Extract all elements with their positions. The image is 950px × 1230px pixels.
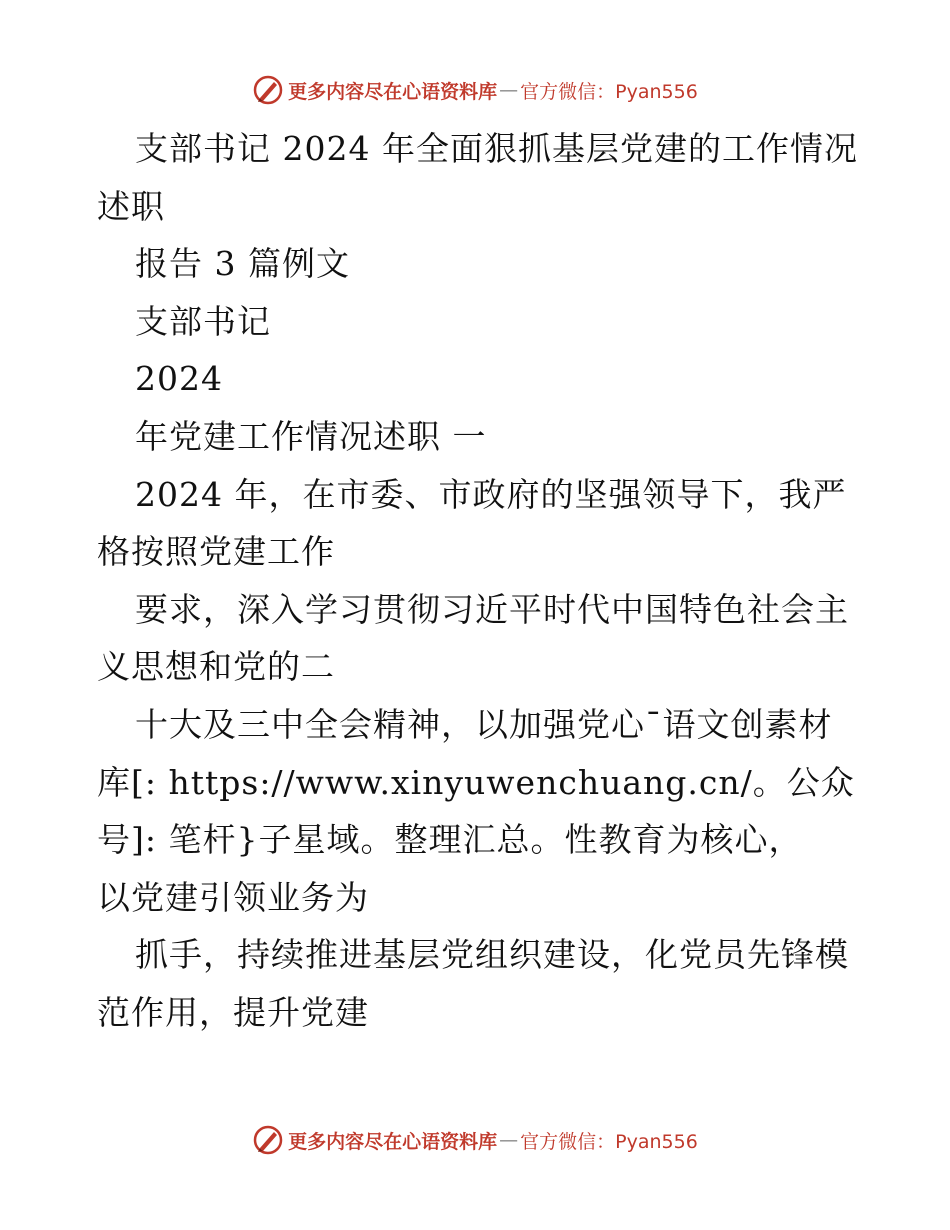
text-line: 述职 <box>97 186 165 226</box>
text-line: 以党建引领业务为 <box>97 877 369 917</box>
watermark-text: 更多内容尽在心语资料库 <box>288 1130 498 1153</box>
pen-logo-icon <box>252 74 284 106</box>
watermark-text: 更多内容尽在心语资料库 <box>288 80 498 103</box>
text-line: 号]: 笔杆}子星域。整理汇总。性教育为核心， <box>97 820 803 860</box>
watermark-footer <box>0 1120 950 1160</box>
pen-logo-icon <box>252 1124 284 1156</box>
text-line: 年党建工作情况述职 一 <box>135 416 487 456</box>
text-line: 格按照党建工作 <box>97 532 335 572</box>
text-line: 抓手，持续推进基层党组织建设，化党员先锋模 <box>135 935 849 975</box>
watermark-separator: — <box>499 1129 519 1151</box>
text-line: 十大及三中全会精神，以加强党心¯语文创素材 <box>135 704 833 744</box>
document-body <box>97 120 877 1042</box>
text-line: 2024 年，在市委、市政府的坚强领导下，我严 <box>135 474 847 514</box>
watermark-wechat: 官方微信：Pyan556 <box>520 80 698 103</box>
text-line: 支部书记 2024 年全面狠抓基层党建的工作情况 <box>135 129 858 168</box>
watermark-separator: — <box>499 79 519 101</box>
text-line: 范作用，提升党建 <box>97 992 369 1032</box>
text-line: 要求，深入学习贯彻习近平时代中国特色社会主 <box>135 589 849 629</box>
text-line: 报告 3 篇例文 <box>135 244 350 284</box>
text-line: 库[: https://www.xinyuwenchuang.cn/。公众 <box>97 762 855 802</box>
watermark-header <box>0 70 950 110</box>
watermark-wechat: 官方微信：Pyan556 <box>520 1130 698 1153</box>
text-line: 2024 <box>135 359 223 399</box>
text-line: 支部书记 <box>135 301 271 341</box>
text-line: 义思想和党的二 <box>97 647 335 687</box>
